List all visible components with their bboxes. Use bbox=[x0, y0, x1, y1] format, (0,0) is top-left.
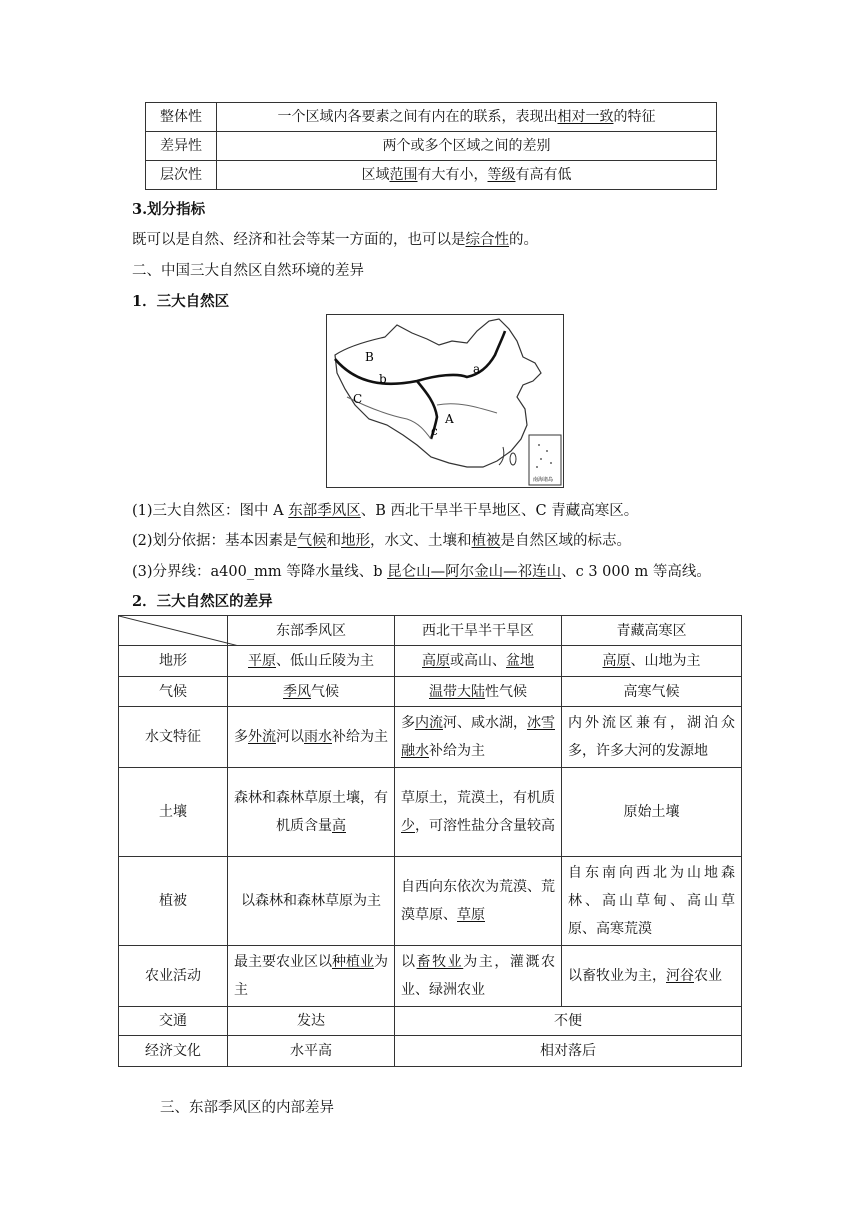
row-description: 两个或多个区域之间的差别 bbox=[217, 132, 717, 161]
row-label: 水文特征 bbox=[119, 707, 228, 768]
table-cell: 森林和森林草原土壤，有机质含量高 bbox=[228, 768, 395, 857]
row-label: 层次性 bbox=[146, 161, 217, 190]
row-label: 地形 bbox=[119, 646, 228, 677]
region-characteristics-table bbox=[145, 102, 717, 190]
map-drawing bbox=[327, 315, 563, 487]
column-header: 东部季风区 bbox=[228, 616, 395, 646]
table-cell: 以森林和森林草原为主 bbox=[228, 857, 395, 946]
map-label-B: B bbox=[365, 350, 374, 364]
table-row bbox=[119, 946, 742, 1007]
table-cell: 内外流区兼有，湖泊众多，许多大河的发源地 bbox=[562, 707, 742, 768]
table-header-row bbox=[119, 616, 742, 646]
china-outline bbox=[335, 319, 541, 467]
row-label: 差异性 bbox=[146, 132, 217, 161]
map-label-b: b bbox=[379, 372, 387, 386]
table-cell: 高原、山地为主 bbox=[562, 646, 742, 677]
section-title: 二、中国三大自然区自然环境的差异 bbox=[132, 263, 364, 279]
column-header: 青藏高寒区 bbox=[562, 616, 742, 646]
subsection-heading: 2．三大自然区的差异 bbox=[132, 593, 273, 610]
table-cell: 发达 bbox=[228, 1007, 395, 1036]
table-cell: 高原或高山、盆地 bbox=[395, 646, 562, 677]
table-cell: 高寒气候 bbox=[562, 677, 742, 707]
row-description: 一个区域内各要素之间有内在的联系，表现出相对一致的特征 bbox=[217, 103, 717, 132]
row-label: 经济文化 bbox=[119, 1036, 228, 1067]
table-cell: 相对落后 bbox=[395, 1036, 742, 1067]
china-regions-map bbox=[326, 314, 564, 488]
column-header: 西北干旱半干旱区 bbox=[395, 616, 562, 646]
table-cell: 原始土壤 bbox=[562, 768, 742, 857]
table-cell: 平原、低山丘陵为主 bbox=[228, 646, 395, 677]
paragraph: (2)划分依据：基本因素是气候和地形，水文、土壤和植被是自然区域的标志。 bbox=[132, 533, 632, 549]
subsection-heading: 1．三大自然区 bbox=[132, 293, 230, 310]
diagonal-header-cell bbox=[119, 616, 228, 646]
table-row bbox=[146, 132, 717, 161]
row-label: 土壤 bbox=[119, 768, 228, 857]
table-cell: 水平高 bbox=[228, 1036, 395, 1067]
diagonal-line bbox=[119, 616, 239, 646]
map-label-A: A bbox=[445, 412, 454, 426]
row-label: 气候 bbox=[119, 677, 228, 707]
paragraph: 既可以是自然、经济和社会等某一方面的，也可以是综合性的。 bbox=[132, 232, 538, 248]
section-title: 三、东部季风区的内部差异 bbox=[160, 1100, 334, 1116]
table-row bbox=[119, 646, 742, 677]
table-row bbox=[119, 857, 742, 946]
island bbox=[510, 453, 516, 465]
table-cell: 最主要农业区以种植业为主 bbox=[228, 946, 395, 1007]
map-label-a: a bbox=[473, 362, 481, 376]
table-cell: 多内流河、咸水湖，冰雪融水补给为主 bbox=[395, 707, 562, 768]
row-label: 整体性 bbox=[146, 103, 217, 132]
table-row bbox=[146, 103, 717, 132]
table-cell: 不便 bbox=[395, 1007, 742, 1036]
table-cell: 自东南向西北为山地森林、高山草甸、高山草原、高寒荒漠 bbox=[562, 857, 742, 946]
paragraph: (3)分界线：a400_mm 等降水量线、b 昆仑山—阿尔金山—祁连山、c 3 000 m 等高线。 bbox=[132, 564, 711, 580]
table-cell: 多外流河以雨水补给为主 bbox=[228, 707, 395, 768]
row-label: 交通 bbox=[119, 1007, 228, 1036]
map-label-C: C bbox=[353, 392, 363, 406]
section-heading: 3.划分指标 bbox=[132, 201, 206, 218]
table-row bbox=[119, 677, 742, 707]
table-row bbox=[146, 161, 717, 190]
table-cell: 以畜牧业为主，河谷农业 bbox=[562, 946, 742, 1007]
table-cell: 温带大陆性气候 bbox=[395, 677, 562, 707]
table-cell: 以畜牧业为主，灌溉农业、绿洲农业 bbox=[395, 946, 562, 1007]
row-label: 植被 bbox=[119, 857, 228, 946]
map-label-c: c bbox=[431, 424, 438, 438]
table-row bbox=[119, 1007, 742, 1036]
table-row bbox=[119, 768, 742, 857]
paragraph: (1)三大自然区：图中 A 东部季风区、B 西北干旱半干旱地区、C 青藏高寒区。 bbox=[132, 503, 639, 519]
natural-regions-comparison-table bbox=[118, 615, 742, 1067]
table-row bbox=[119, 707, 742, 768]
table-cell: 自西向东依次为荒漠、荒漠草原、草原 bbox=[395, 857, 562, 946]
row-label: 农业活动 bbox=[119, 946, 228, 1007]
row-description: 区域范围有大有小，等级有高有低 bbox=[217, 161, 717, 190]
inset-label: 南海诸岛 bbox=[533, 477, 554, 483]
table-cell: 季风气候 bbox=[228, 677, 395, 707]
table-cell: 草原土，荒漠土，有机质少，可溶性盐分含量较高 bbox=[395, 768, 562, 857]
table-row bbox=[119, 1036, 742, 1067]
